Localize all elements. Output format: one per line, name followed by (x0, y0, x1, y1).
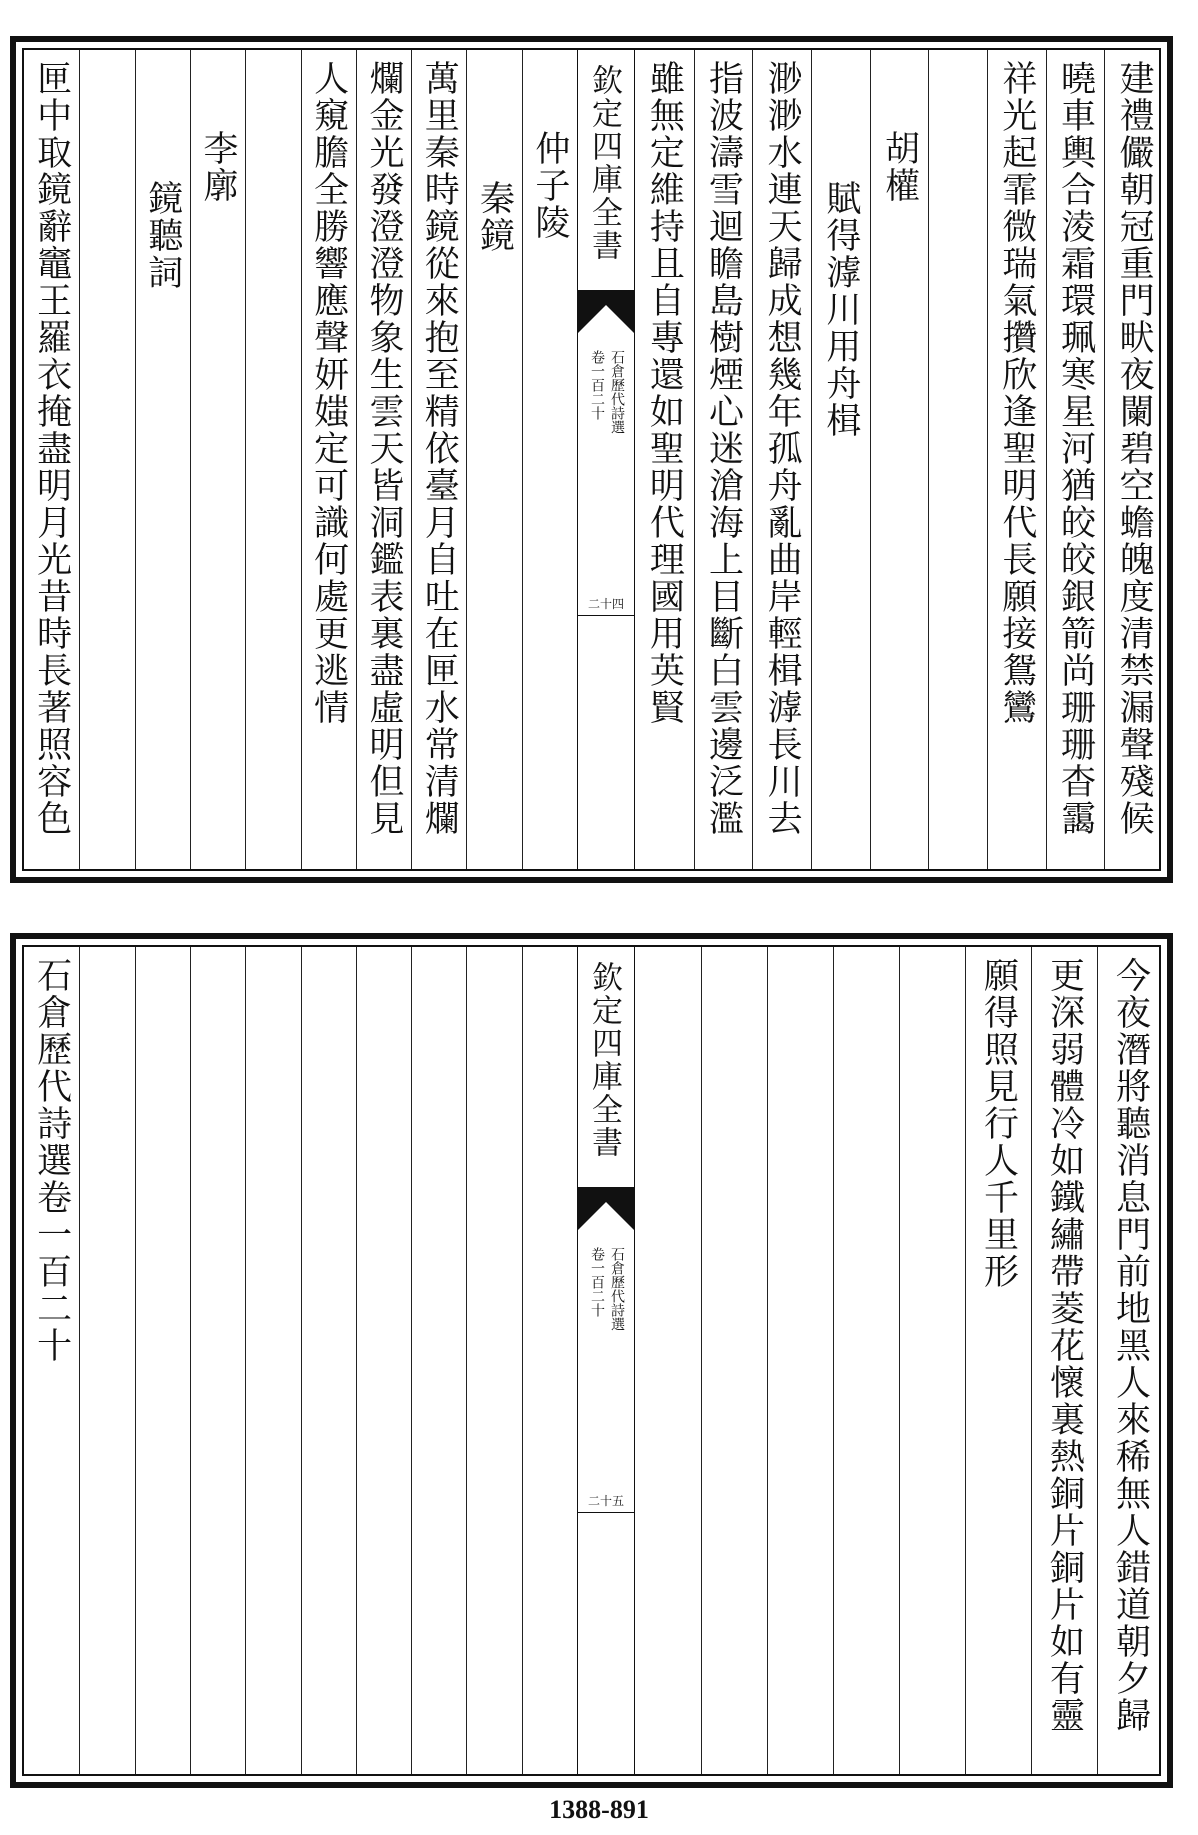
bottom_page-center-fold (577, 947, 635, 1774)
top_page-left-column (135, 50, 190, 869)
column-text: 賦得滹川用舟楫 (820, 180, 861, 439)
bottom_page-left-column (466, 947, 521, 1774)
column-text: 胡權 (879, 130, 920, 204)
bottom_page-right-column (965, 947, 1031, 1774)
column-text: 祥光起霏微瑞氣攢欣逢聖明代長願接鴛鸞 (996, 60, 1037, 726)
column-text: 匣中取鏡辭竈王羅衣掩盡明月光昔時長著照容色 (31, 60, 72, 837)
volume-number: 卷一百二十 (589, 350, 605, 420)
column-text: 雖無定維持且自專還如聖明代理國用英賢 (644, 60, 685, 726)
bottom_page-right-column (1097, 947, 1163, 1774)
bottom_page-left-column (24, 947, 79, 1774)
bottom_page-left-column (245, 947, 300, 1774)
top_page-left-column (522, 50, 577, 869)
bottom-page-frame (22, 945, 1161, 1776)
column-text: 人窺膽全勝響應聲妍媸定可識何處更逃情 (308, 60, 349, 726)
bottom_page-right-column (899, 947, 965, 1774)
column-text: 今夜潛將聽消息門前地黑人來稀無人錯道朝夕歸 (1110, 957, 1151, 1734)
column-text: 仲子陵 (529, 130, 570, 241)
bottom_page-left-column (135, 947, 190, 1774)
top_page-left-column (190, 50, 245, 869)
bottom_page-left-column (79, 947, 134, 1774)
top_page-right-column (694, 50, 753, 869)
top_page-right-column (752, 50, 811, 869)
top_page-left-column (301, 50, 356, 869)
bottom_page-right-column (701, 947, 767, 1774)
folio-number: 二十四 (578, 595, 634, 616)
bottom_page-left-column (301, 947, 356, 1774)
collection-title: 欽定四庫全書 (586, 961, 622, 1159)
fish-tail-ornament (578, 290, 634, 339)
book-title: 石倉歷代詩選 (609, 1247, 625, 1331)
column-text: 鏡聽詞 (142, 180, 183, 291)
top_page-left-column (356, 50, 411, 869)
bottom_page-right-column (833, 947, 899, 1774)
top_page-right-column (1046, 50, 1105, 869)
top_page-left-column (245, 50, 300, 869)
book-title: 石倉歷代詩選 (609, 350, 625, 434)
bottom_page-left-column (190, 947, 245, 1774)
column-text: 渺渺水連天歸成想幾年孤舟亂曲岸輕楫滹長川去 (762, 60, 803, 837)
bottom_page-right-column (635, 947, 701, 1774)
column-text: 李廓 (198, 130, 239, 204)
bottom_page-left-column (411, 947, 466, 1774)
bottom-page (10, 933, 1173, 1788)
top_page-right-column (635, 50, 694, 869)
column-text: 更深弱體冷如鐵繡帶菱花懷裏熱銅片銅片如有靈 (1044, 957, 1085, 1734)
column-text: 石倉歷代詩選卷一百二十 (31, 957, 72, 1364)
top_page-right-column (1104, 50, 1163, 869)
collection-title: 欽定四庫全書 (586, 64, 622, 262)
top_page-right-column (811, 50, 870, 869)
folio-number: 二十五 (578, 1492, 634, 1513)
column-text: 秦鏡 (474, 180, 515, 254)
column-text: 曉車輿合淩霜環珮寒星河猶皎皎銀箭尚珊珊杳靄 (1055, 60, 1096, 837)
top_page-center-fold (577, 50, 635, 869)
top_page-left-column (79, 50, 134, 869)
column-text: 萬里秦時鏡從來抱至精依臺月自吐在匣水常清爛 (419, 60, 460, 837)
column-text: 願得照見行人千里形 (978, 957, 1019, 1290)
bottom_page-left-column (356, 947, 411, 1774)
top_page-right-column (987, 50, 1046, 869)
top_page-left-column (411, 50, 466, 869)
top_page-right-column (870, 50, 929, 869)
bottom_page-right-column (767, 947, 833, 1774)
column-text: 爛金光發澄澄物象生雲天皆洞鑑表裏盡虛明但見 (363, 60, 404, 837)
top_page-left-column (24, 50, 79, 869)
column-text: 建禮儼朝冠重門畎夜闌碧空蟾魄度清禁漏聲殘候 (1114, 60, 1155, 837)
top_page-right-column (928, 50, 987, 869)
fish-tail-ornament (578, 1187, 634, 1236)
bottom_page-left-column (522, 947, 577, 1774)
volume-number: 卷一百二十 (589, 1247, 605, 1317)
footer-page-number: 1388-891 (549, 1795, 649, 1824)
column-text: 指波濤雪迴瞻島樹煙心迷滄海上目斷白雲邊泛濫 (703, 60, 744, 837)
top-page-frame (22, 48, 1161, 871)
top_page-left-column (466, 50, 521, 869)
top-page (10, 36, 1173, 883)
bottom_page-right-column (1031, 947, 1097, 1774)
